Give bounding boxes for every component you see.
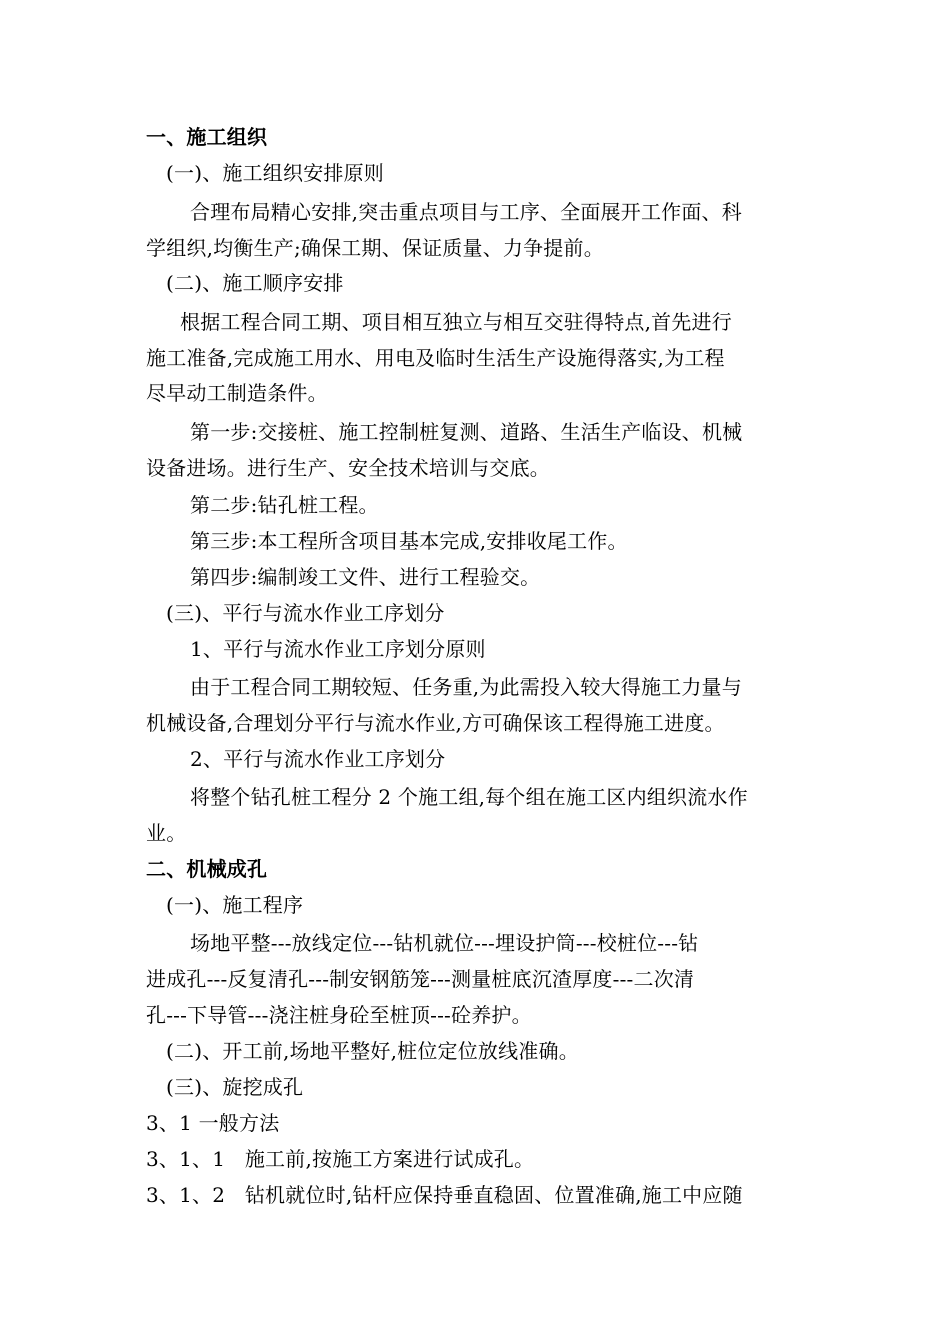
- paragraph-line: 第一步:交接桩、施工控制桩复测、道路、生活生产临设、机械: [190, 420, 743, 444]
- paragraph-line: 机械设备,合理划分平行与流水作业,方可确保该工程得施工进度。: [146, 711, 725, 735]
- paragraph-line: 3、1、1 施工前,按施工方案进行试成孔。: [146, 1147, 535, 1171]
- subsection-title: (三)、平行与流水作业工序划分: [166, 601, 445, 625]
- item-title: 1、平行与流水作业工序划分原则: [190, 637, 486, 661]
- paragraph-line: 业。: [146, 821, 187, 845]
- section-heading-1: 一、施工组织: [146, 125, 268, 149]
- paragraph-line: 根据工程合同工期、项目相互独立与相互交驻得特点,首先进行: [180, 310, 732, 334]
- paragraph-line: 第四步:编制竣工文件、进行工程验交。: [190, 565, 541, 589]
- paragraph-line: 场地平整---放线定位---钻机就位---埋设护筒---校桩位---钻: [190, 931, 699, 955]
- paragraph-line: 孔---下导管---浇注桩身砼至桩顶---砼养护。: [146, 1003, 532, 1027]
- paragraph-line: 施工准备,完成施工用水、用电及临时生活生产设施得落实,为工程: [146, 346, 725, 370]
- paragraph-line: 由于工程合同工期较短、任务重,为此需投入较大得施工力量与: [190, 675, 742, 699]
- subsection-title: (三)、旋挖成孔: [166, 1075, 304, 1099]
- section-heading-2: 二、机械成孔: [146, 857, 268, 881]
- paragraph-line: 第三步:本工程所含项目基本完成,安排收尾工作。: [190, 529, 628, 553]
- paragraph-line: 尽早动工制造条件。: [146, 381, 328, 405]
- subsection-title: (二)、施工顺序安排: [166, 271, 344, 295]
- paragraph-line: 合理布局精心安排,突击重点项目与工序、全面展开工作面、科: [190, 200, 742, 224]
- paragraph-line: 学组织,均衡生产;确保工期、保证质量、力争提前。: [146, 236, 604, 260]
- subsection-title: (一)、施工组织安排原则: [166, 161, 385, 185]
- subsection-title: (二)、开工前,场地平整好,桩位定位放线准确。: [166, 1039, 579, 1063]
- paragraph-line: 3、1、2 钻机就位时,钻杆应保持垂直稳固、位置准确,施工中应随: [146, 1183, 743, 1207]
- paragraph-line: 第二步:钻孔桩工程。: [190, 493, 379, 517]
- paragraph-line: 进成孔---反复清孔---制安钢筋笼---测量桩底沉渣厚度---二次清: [146, 967, 695, 991]
- item-title: 2、平行与流水作业工序划分: [190, 747, 446, 771]
- subsection-title: (一)、施工程序: [166, 893, 304, 917]
- paragraph-line: 将整个钻孔桩工程分 2 个施工组,每个组在施工区内组织流水作: [190, 785, 748, 809]
- item-title: 3、1 一般方法: [146, 1111, 280, 1135]
- paragraph-line: 设备进场。进行生产、安全技术培训与交底。: [146, 456, 550, 480]
